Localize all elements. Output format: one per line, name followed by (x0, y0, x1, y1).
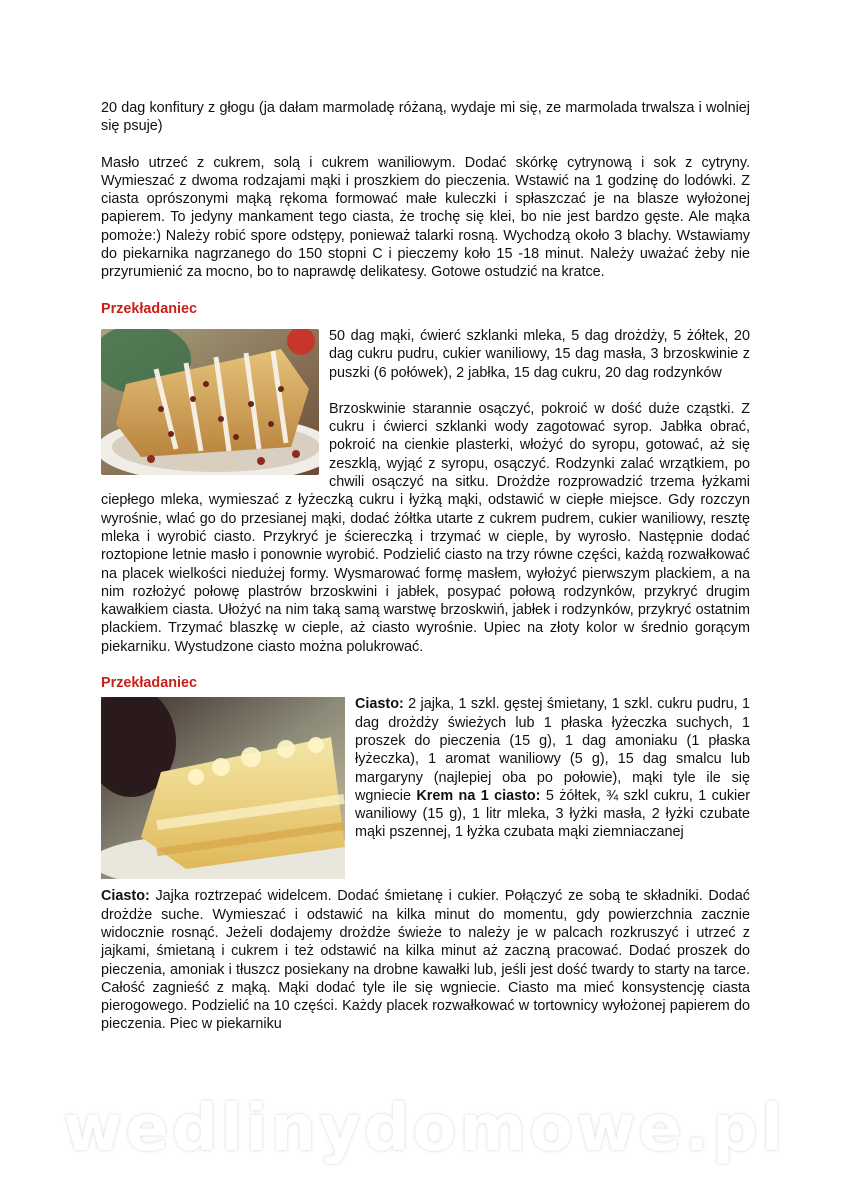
krem-label: Krem na 1 ciasto: (416, 787, 541, 804)
method-label: Ciasto: (101, 888, 150, 905)
method-text: Jajka roztrzepać widelcem. Dodać śmietanę i cukier. Połączyć ze sobą te składniki. Dodać drożdże suche. Wymieszać i odstawić na kilka minut do momentu, gdy powierzchnia zacznie widocznie rosnąć. Jeżeli dodajemy drożdże świeże to należy je w palcach rozkruszyć i utrzeć z jajkami, śmietaną i cukrem i też odstawić na kilka minut aż zaczną pracować. Dodać proszek do pieczenia, amoniak i tłuszcz posiekany na drobne kawałki lub, jeśli jest dość twardy to starty na tarce. Całość zagnieść z mąką. Mąki dodać tyle ile się wgniecie. Ciasto ma mieć konsystencję ciasta pierogowego. Podzielić na 10 części. Każdy placek rozwałkować w tortownicy wyłożonej papierem do pieczenia. Piec w piekarniku (101, 888, 750, 1033)
recipe1-title: Przekładaniec (101, 300, 197, 317)
recipe1-method: Brzoskwinie starannie osączyć, pokroić w dość duże cząstki. Z cukru i ćwierci szklanki wody zagotować syrop. Jabłka obrać, pokroić na cienkie plasterki, włożyć do syropu, gotować, aż się zeszklą, wyjąć z syropu, osączyć. Rodzynki zalać wrzątkiem, po chwili osączyć na sitku. Drożdże rozprowadzić trzema łyżkami ciepłego mleka, wymieszać z łyżeczką cukru i łyżką mąki, odstawić w ciepłe miejsce. Gdy rozczyn wyrośnie, wlać go do przesianej mąki, dodać żółtka utarte z cukrem pudrem, cukier waniliowy, resztę mleka i wyrobić ciasto. Przykryć je ściereczką i trzymać w cieple, by wyrosło. Następnie dodać roztopione letnie masło i ponownie wyrobić. Podzielić ciasto na trzy równe części, każdą rozwałkować na placek wielkości niedużej formy. Wysmarować formę masłem, wyłożyć pierwszym plackiem, a na nim rozłożyć połowę plastrów brzoskwini i jabłek, posypać połową rodzynków, przykryć drugim kawałkiem ciasta. Ułożyć na nim taką samą warstwę brzoskwiń, jabłek i rodzynków, przykryć ostatnim plackiem. Trzymać blaszkę w cieple, aż ciasto wyrośnie. Upiec na złoty kolor w średnio gorącym piekarniku. Wystudzone ciasto można polukrować. (101, 400, 750, 655)
przekladaniec-photo-1 (101, 329, 319, 475)
ciasto-label: Ciasto: (355, 696, 404, 713)
konfitura-line: 20 dag konfitury z głogu (ja dałam marmoladę różaną, wydaje mi się, ze marmolada trwalsza i wolniej się psuje) (101, 100, 750, 135)
przekladaniec-photo-2 (101, 697, 345, 879)
ciasto-ingredients: 2 jajka, 1 szkl. gęstej śmietany, 1 szkl. cukru pudru, 1 dag drożdży świeżych lub 1 płaska łyżeczka suchych, 1 proszek do pieczenia (15 g), 1 dag amoniaku (1 płaska łyżeczka), 1 aromat waniliowy (5 g), 15 dag smalcu lub margaryny (najlepiej oba po połowie), mąki tyle ile się wgniecie (355, 696, 750, 804)
recipe2-method (101, 887, 750, 1033)
talarki-instructions: Masło utrzeć z cukrem, solą i cukrem waniliowym. Dodać skórkę cytrynową i sok z cytryny. Wymieszać z dwoma rodzajami mąki i proszkiem do pieczenia. Wstawić na 1 godzinę do lodówki. Z ciasta oprószonymi mąką rękoma formować małe kuleczki i spłaszczać je na blasze wyłożonej papierem. To jedyny mankament tego ciasta, że trochę się klei, bo nie jest bardzo gęste. Ale mąka pomoże:) Należy robić spore odstępy, ponieważ talarki rosną. Wychodzą około 3 blachy. Wstawiamy do piekarnika nagrzanego do 150 stopni C i pieczemy koło 15 -18 minut. Należy uważać żeby nie przyrumienić za mocno, bo to naprawdę delikatesy. Gotowe ostudzić na kratce. (101, 154, 750, 281)
document-page (101, 99, 750, 1034)
krem-ingredients: 5 żółtek, ¾ szkl cukru, 1 cukier waniliowy (15 g), 1 litr mleka, 3 łyżki masła, 2 łyżki czubate mąki pszennej, 1 łyżka czubata mąki ziemniaczanej (355, 787, 751, 841)
recipe1-ingredients: 50 dag mąki, ćwierć szklanki mleka, 5 dag drożdży, 5 żółtek, 20 dag cukru pudru, cukier waniliowy, 15 dag masła, 3 brzoskwinie z puszki (6 połówek), 2 jabłka, 15 dag cukru, 20 dag rodzynków (329, 327, 750, 381)
recipe2-title: Przekładaniec (101, 675, 197, 692)
watermark: wedlinydomowe.pl (63, 1092, 786, 1166)
